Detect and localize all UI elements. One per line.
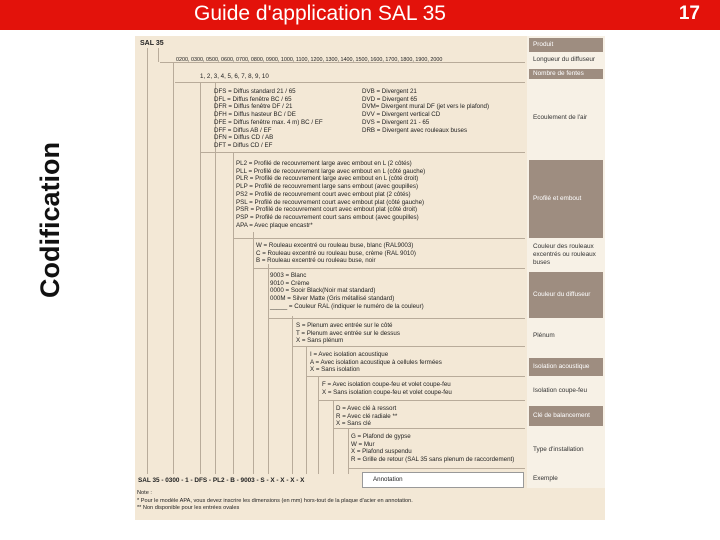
plenum-list [296,322,400,345]
separator [200,152,525,153]
code-option: W = Rouleau excentré ou rouleau buse, blanc (RAL9003) [256,242,414,249]
right-label: Couleur du diffuseur [529,272,603,318]
diffusion-list-right [362,88,489,134]
right-label: Longueur du diffuseur [533,56,596,63]
code-option: PS2 = Profilé de recouvrement court avec embout plat (2 côtés) [236,190,411,198]
code-option: 9010 = Crème [270,279,310,287]
notes-section [137,490,413,513]
right-label: Type d'installation [533,446,584,453]
guide-line [333,400,334,474]
length-options: 0200, 0300, 0500, 0600, 0700, 0800, 0900, 1000, 1100, 1200, 1300, 1400, 1500, 1600, 1700, 1800, 1900, 2000 [176,57,443,63]
slot-options: 1, 2, 3, 4, 5, 6, 7, 8, 9, 10 [200,73,269,80]
fire-list [322,381,452,396]
insulation-list [310,351,442,374]
code-option: PSR = Profilé de recouvrement court avec embout plat (côté droit) [236,206,418,214]
right-label: Couleur des rouleaux excentrés ou rouleaux buses [533,243,596,266]
right-label: Isolation acoustique [529,358,603,376]
guide-line [158,48,159,62]
guide-line [233,152,234,474]
code-option: T = Plenum avec entrée sur le dessus [296,329,400,337]
code-option: DFN = Diffus CD / AB [214,134,274,142]
guide-line [147,48,148,474]
note-line: ** Non disponible pour les entrées ovales [137,505,240,511]
guide-line [268,264,269,474]
guide-line [306,346,307,474]
code-option: R = Avec clé radiale ** [336,412,398,420]
right-label: Clé de balancement [529,406,603,426]
note-line: * Pour le modèle APA, vous devez inscrire les dimensions (en mm) hors-tout de la plaque d'acier en annotation. [137,497,413,504]
right-label: Plénum [533,332,555,339]
right-label: Profilé et embout [529,160,603,238]
code-option: X = Sans clé [336,420,371,428]
right-label: Isolation coupe-feu [533,387,588,394]
code-option: PL2 = Profilé de recouvrement large avec embout en L (2 côtés) [236,160,412,167]
code-option: X = Sans plénum [296,337,344,345]
code-option: PLP = Profilé de recouvrement large sans embout (avec goupilles) [236,183,418,191]
code-option: W = Mur [351,440,375,448]
code-option: _____ = Couleur RAL (indiquer le numéro de la couleur) [270,302,424,310]
annotation-box [362,472,524,488]
code-option: 9003 = Blanc [270,272,307,279]
code-option: DVV = Divergent vertical CD [362,111,441,119]
code-option: DFF = Diffus AB / EF [214,126,272,134]
code-option: 000M = Silver Matte (Gris métallisé standard) [270,295,395,303]
guide-line [292,316,293,474]
code-option: DFH = Diffus hasteur BC / DE [214,111,296,119]
diffusion-list-left [214,88,323,150]
header-bar [0,0,720,30]
page-number: 17 [678,3,700,24]
right-label: Exemple [533,475,558,482]
guide-line [173,62,174,474]
separator [306,376,525,377]
code-option: PSL = Profilé de recouvrement court avec embout plat (côté gauche) [236,198,425,206]
right-label: Nombre de fentes [529,69,603,79]
code-option: DVB = Divergent 21 [362,88,417,95]
code-option: APA = Avec plaque encastr* [236,221,313,229]
separator [233,238,525,239]
code-option: PLR = Profilé de recouvrement large avec embout en L (côté droit) [236,175,419,183]
code-option: B = Rouleau excentré ou rouleau buse, noir [256,257,376,265]
separator [268,318,525,319]
code-option: X = Plafond suspendu [351,448,412,456]
damper-list [336,405,397,428]
separator [318,400,525,401]
code-option: DFR = Diffus fenêtre DF / 21 [214,103,293,111]
separator [348,468,525,469]
separator [175,82,525,83]
code-option: PLL = Profilé de recouvrement large avec embout en L (côté gauche) [236,167,426,175]
code-option: DFE = Diffus fenêtre max. 4 m) BC / EF [214,118,323,126]
separator [292,346,525,347]
example-code: SAL 35 - 0300 - 1 - DFS - PL2 - B - 9003 - S - X - X - X - X [138,477,305,484]
code-option: C = Rouleau excentré ou rouleau buse, crème (RAL 9010) [256,249,416,257]
side-title: Codification [35,142,65,298]
code-option: DVS = Divergent 21 - 65 [362,118,430,126]
code-option: R = Grille de retour (SAL 35 sans plenum de raccordement) [351,456,515,464]
guide-line [318,376,319,474]
code-option: DFS = Diffus standard 21 / 65 [214,88,296,95]
install-list [351,433,514,464]
right-label: Produit [529,38,603,52]
code-option: PSP = Profilé de recouvrement court sans embout (avec goupilles) [236,213,419,221]
code-option: A = Avec isolation acoustique à cellules fermées [310,358,442,366]
color-list [270,272,424,311]
roller-list [256,242,416,265]
note-line: Note : [137,490,152,496]
code-option: DFL = Diffus fenêtre BC / 65 [214,95,292,103]
code-option: DRB = Divergent avec rouleaux buses [362,126,468,134]
code-option: DFT = Diffus CD / EF [214,141,273,149]
code-option: DVD = Divergent 65 [362,95,418,103]
guide-line [200,82,201,474]
code-option: S = Plenum avec entrée sur le côté [296,322,393,329]
code-option: I = Avec isolation acoustique [310,351,389,358]
code-header: SAL 35 [140,40,164,47]
annotation-label: Annotation [373,476,403,483]
separator [253,268,525,269]
slide-title: Guide d'application SAL 35 [194,2,446,25]
code-option: D = Avec clé à ressort [336,405,397,412]
separator [333,428,525,429]
code-option: X = Sans isolation coupe-feu et volet coupe-feu [322,388,452,396]
code-option: F = Avec isolation coupe-feu et volet coupe-feu [322,381,451,388]
code-option: X = Sans isolation [310,366,360,374]
code-option: G = Plafond de gypse [351,433,411,440]
code-option: 0000 = Sooir Black(Noir mat standard) [270,287,376,295]
profile-list [236,160,425,229]
right-label: Ecoulement de l'air [533,114,588,121]
code-option: DVM= Divergent mural DF (jet vers le plafond) [362,103,490,111]
